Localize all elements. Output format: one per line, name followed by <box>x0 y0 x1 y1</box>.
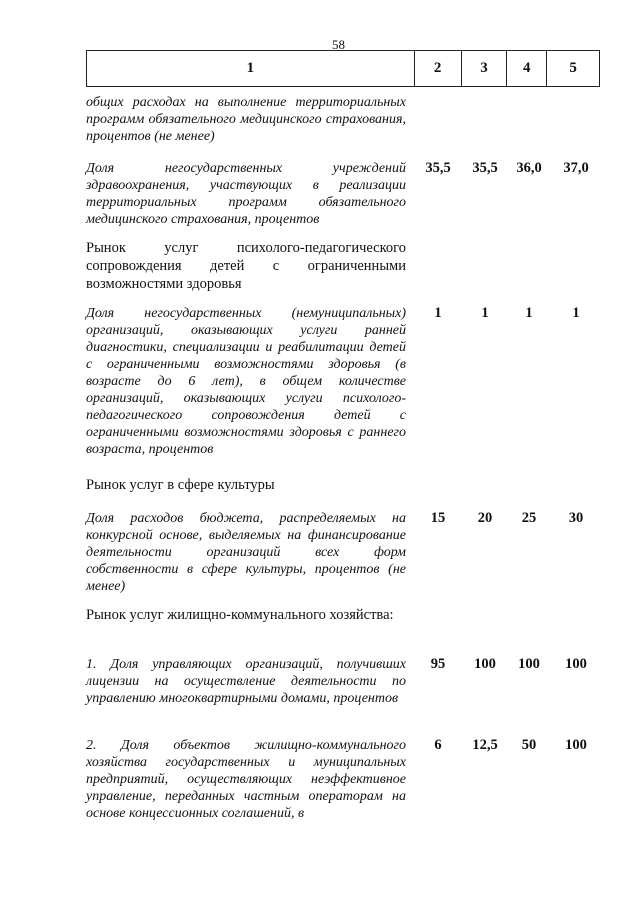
section-title: Рынок услуг психолого-педагогического сопровождения детей с ограниченными возможностями здоровья <box>86 240 406 292</box>
indicator-text: 2. Доля объектов жилищно-коммунального хозяйства государственных и муниципальных предприятий, осуществляющих неэффективное управление, переданных частным операторам на основе концессионных соглашений, в <box>86 738 406 821</box>
header-col-5: 5 <box>569 60 577 76</box>
value-year-2: 100 <box>474 656 496 672</box>
value-year-2: 20 <box>477 510 493 526</box>
header-col-1: 1 <box>87 51 415 86</box>
value-year-1: 15 <box>430 510 446 526</box>
value-year-4: 37,0 <box>563 160 589 176</box>
indicator-text: Доля негосударственных (немуниципальных) организаций, оказывающих услуги ранней диагностики, специализации и реабилитации детей с ограниченными возможностями здоровья (в возрасте до 6 лет), в общем количестве организаций, оказывающих услуги психолого-педагогического сопровождения детей с ограниченными возможностями здоровья с раннего возраста, процентов <box>86 306 406 457</box>
value-year-3: 1 <box>525 305 533 321</box>
value-year-3: 25 <box>521 510 537 526</box>
indicator-text: Доля негосударственных учреждений здравоохранения, участвующих в реализации территориальных программ обязательного медицинского страхования, процентов <box>86 161 406 227</box>
header-col-3: 3 <box>462 51 508 86</box>
value-year-1: 6 <box>434 737 442 753</box>
value-year-1: 35,5 <box>425 160 451 176</box>
header-col-2: 2 <box>415 51 462 86</box>
indicator-text: общих расходах на выполнение территориальных программ обязательного медицинского страхования, процентов (не менее) <box>86 95 406 144</box>
section-title: Рынок услуг в сфере культуры <box>86 477 275 493</box>
value-year-3: 36,0 <box>516 160 542 176</box>
indicator-text: Доля расходов бюджета, распределяемых на конкурсной основе, выделяемых на финансирование деятельности организаций всех форм собственности в сфере культуры, процентов (не менее) <box>86 511 406 594</box>
value-year-4: 30 <box>568 510 584 526</box>
indicator-text: 1. Доля управляющих организаций, получивших лицензии на осуществление деятельности по управлению многоквартирными домами, процентов <box>86 657 406 706</box>
value-year-3: 50 <box>521 737 537 753</box>
value-year-4: 100 <box>565 656 587 672</box>
section-title: Рынок услуг жилищно-коммунального хозяйства: <box>86 607 394 623</box>
value-year-2: 12,5 <box>472 737 498 753</box>
value-year-4: 100 <box>565 737 587 753</box>
header-col-4: 4 <box>507 51 547 86</box>
value-year-1: 95 <box>430 656 446 672</box>
value-year-3: 100 <box>518 656 540 672</box>
table-header <box>86 50 600 87</box>
value-year-1: 1 <box>434 305 442 321</box>
value-year-2: 1 <box>481 305 489 321</box>
value-year-2: 35,5 <box>472 160 498 176</box>
value-year-4: 1 <box>572 305 580 321</box>
page-number: 58 <box>332 37 345 52</box>
